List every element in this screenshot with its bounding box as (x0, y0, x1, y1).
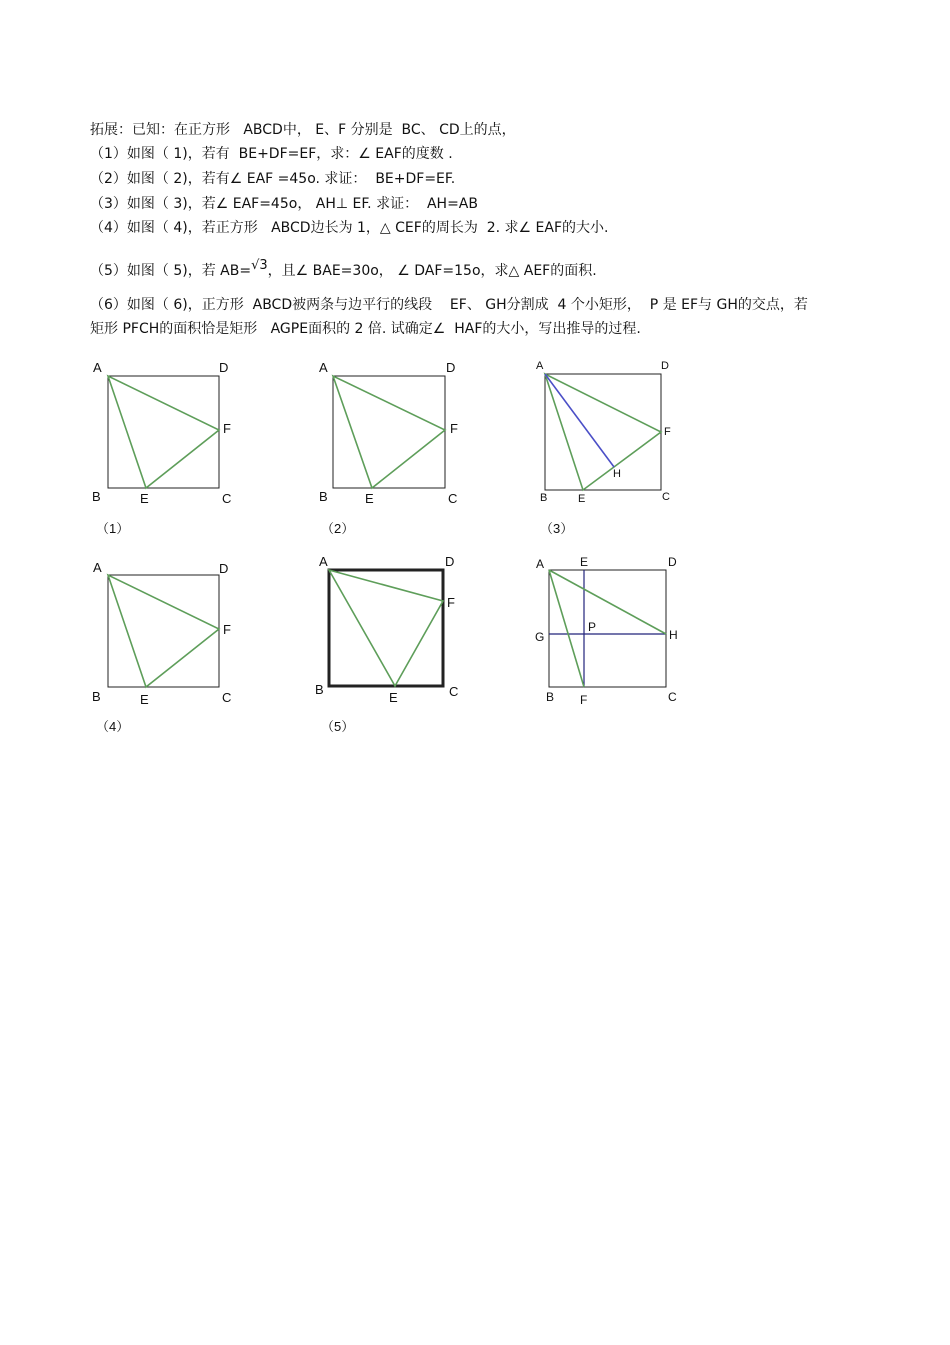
label-p: P (588, 620, 597, 634)
figure-3 (536, 360, 671, 536)
label-a: A (536, 557, 545, 571)
label-b: B (92, 489, 101, 504)
label-b: B (546, 690, 555, 704)
label-h: H (613, 468, 621, 480)
figure-2 (319, 360, 458, 536)
question-5-after: ，且∠ BAE=30o， ∠ DAF=15o，求△ AEF的面积. (267, 263, 597, 279)
segment-af (549, 570, 584, 687)
label-d: D (661, 360, 669, 372)
label-e: E (389, 690, 398, 705)
square-abcd (108, 575, 219, 687)
label-a: A (93, 360, 102, 375)
label-f: F (447, 595, 455, 610)
triangle-aef (108, 575, 219, 687)
label-f: F (664, 426, 671, 438)
caption-3: （3） (540, 521, 574, 536)
square-abcd (108, 376, 219, 488)
segment-ah (549, 570, 666, 634)
label-c: C (448, 491, 458, 506)
label-f: F (223, 622, 231, 637)
label-b: B (315, 682, 324, 697)
figure-6 (535, 555, 678, 707)
label-c: C (662, 491, 670, 503)
label-b: B (92, 689, 101, 704)
label-c: C (222, 690, 232, 705)
question-4: （4）如图（ 4)，若正方形 ABCD边长为 1，△ CEF的周长为 2. 求∠ EAF的大小. (90, 220, 609, 236)
intro-line: 拓展：已知：在正方形 ABCD中， E、F 分别是 BC、 CD上的点， (90, 122, 516, 138)
caption-4: （4） (96, 719, 130, 734)
question-5-before: （5）如图（ 5)，若 AB= (90, 263, 252, 279)
label-c: C (668, 690, 677, 704)
label-a: A (536, 360, 544, 372)
label-c: C (222, 491, 232, 506)
question-3: （3）如图（ 3)，若∠ EAF=45o， AH⊥ EF. 求证： AH=AB (90, 196, 478, 212)
label-e: E (140, 692, 149, 707)
triangle-aef (108, 376, 219, 488)
label-b: B (319, 489, 328, 504)
square-abcd (333, 376, 445, 488)
label-f: F (580, 693, 588, 707)
question-1: （1）如图（ 1)，若有 BE+DF=EF，求：∠ EAF的度数 . (90, 146, 453, 162)
question-6-line-1: （6）如图（ 6)，正方形 ABCD被两条与边平行的线段 EF、 GH分割成 4 个小矩形， P 是 EF与 GH的交点，若 (90, 297, 808, 313)
label-d: D (219, 360, 229, 375)
triangle-aef (329, 570, 443, 686)
segment-ah (545, 374, 614, 467)
label-a: A (319, 360, 328, 375)
label-e: E (578, 493, 586, 505)
label-h: H (669, 628, 678, 642)
label-g: G (535, 630, 545, 644)
label-d: D (446, 360, 456, 375)
caption-1: （1） (96, 521, 130, 536)
label-a: A (319, 554, 328, 569)
triangle-aef (545, 374, 661, 490)
label-a: A (93, 560, 102, 575)
question-6-line-2: 矩形 PFCH的面积恰是矩形 AGPE面积的 2 倍. 试确定∠ HAF的大小，写出推导的过程. (90, 321, 641, 337)
sqrt-three: √3 (251, 258, 268, 273)
caption-2: （2） (321, 521, 355, 536)
label-d: D (668, 555, 677, 569)
label-f: F (223, 421, 231, 436)
caption-5: （5） (321, 719, 355, 734)
label-e: E (365, 491, 374, 506)
question-2: （2）如图（ 2)，若有∠ EAF =45o. 求证： BE+DF=EF. (90, 171, 456, 187)
label-e: E (580, 555, 589, 569)
figure-1 (92, 360, 231, 536)
label-f: F (450, 421, 458, 436)
label-b: B (540, 492, 548, 504)
label-c: C (449, 684, 459, 699)
label-d: D (219, 561, 229, 576)
figure-4 (92, 560, 231, 734)
label-d: D (445, 554, 455, 569)
label-e: E (140, 491, 149, 506)
triangle-aef (333, 376, 445, 488)
figure-5 (315, 554, 458, 734)
square-abcd (545, 374, 661, 490)
